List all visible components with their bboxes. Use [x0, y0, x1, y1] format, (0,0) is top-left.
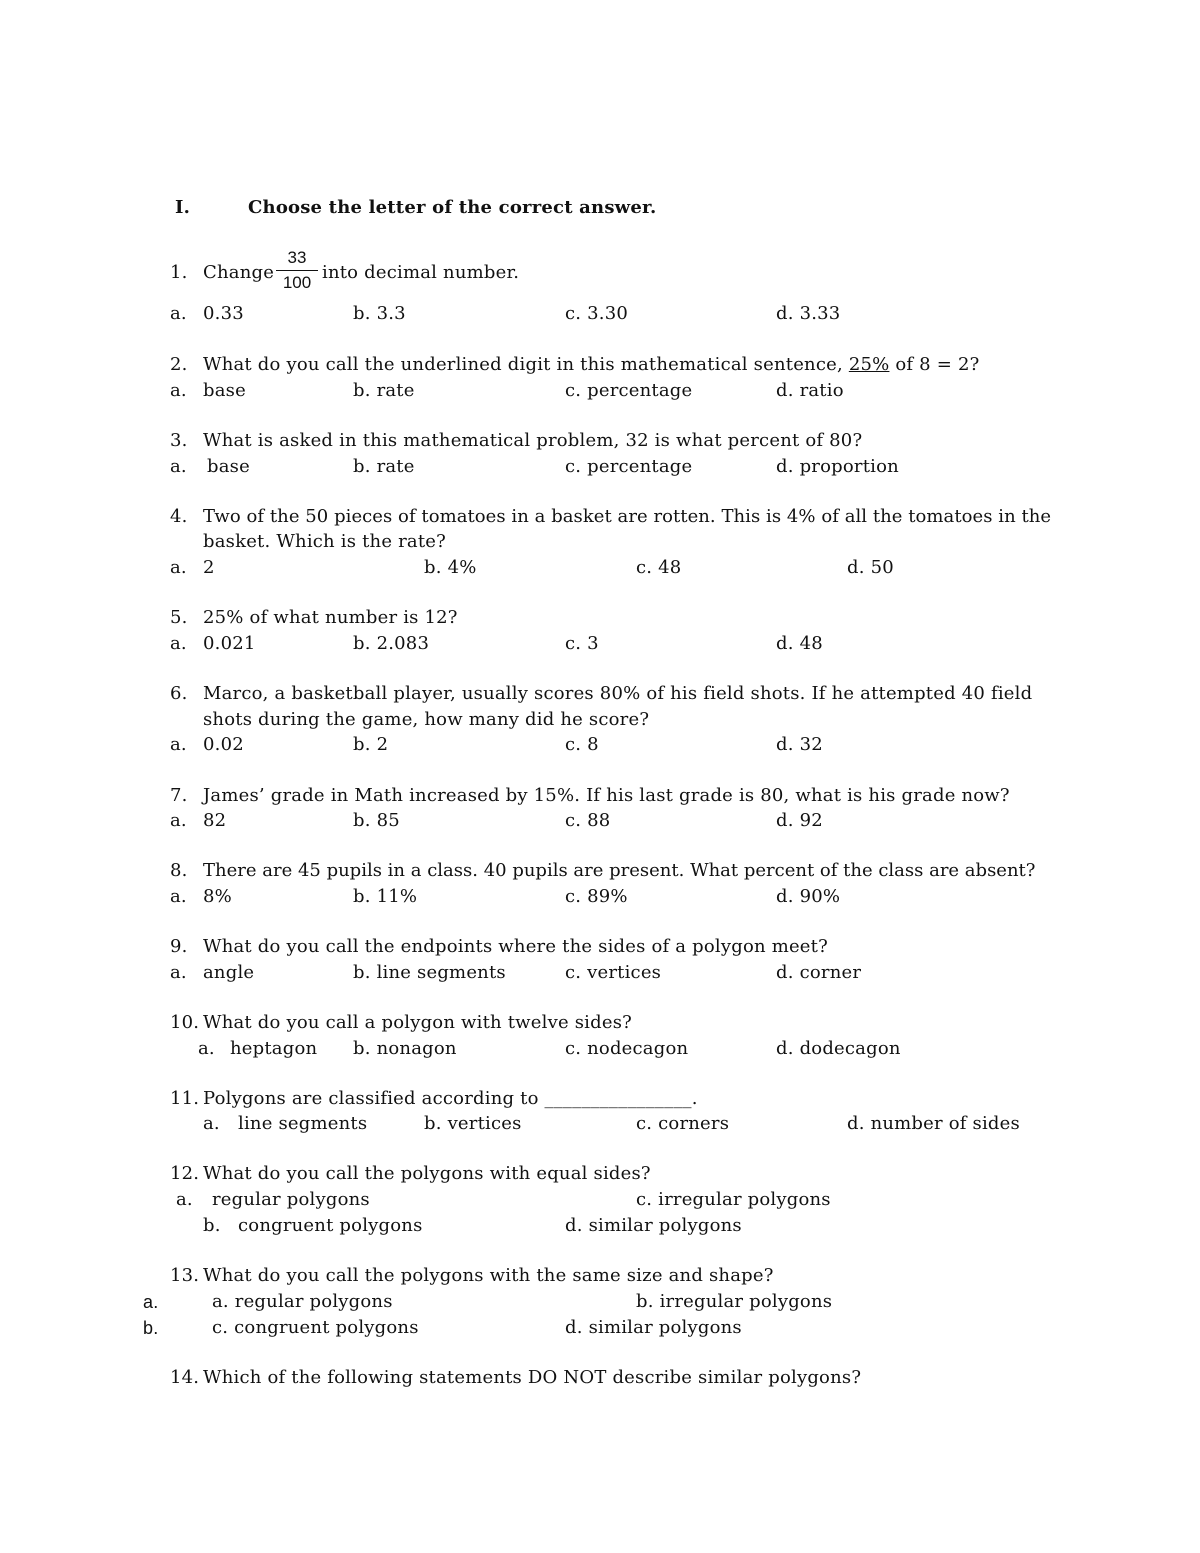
option-d: d. number of sides	[847, 1113, 1020, 1134]
option-letter: a.	[143, 1292, 159, 1312]
option-c: c. nodecagon	[565, 1038, 689, 1059]
question-text: into decimal number.	[322, 262, 520, 283]
question-number: 3.	[170, 430, 188, 451]
question-number: 10.	[170, 1012, 200, 1033]
option-a: line segments	[238, 1113, 368, 1134]
option-c: c. 8	[565, 734, 599, 755]
option-c: c. corners	[636, 1113, 730, 1134]
option-d: d. 50	[847, 557, 894, 578]
section-numeral: I.	[175, 197, 191, 218]
question-number: 11.	[170, 1088, 200, 1109]
question-number: 7.	[170, 785, 188, 806]
option-letter: a.	[170, 633, 187, 654]
fraction-denominator: 100	[282, 273, 312, 292]
option-b: b. 2.083	[353, 633, 430, 654]
question-text: James’ grade in Math increased by 15%. If his last grade is 80, what is his grade now?	[203, 785, 1010, 806]
fraction-numerator: 33	[287, 248, 307, 267]
option-c: c. vertices	[565, 962, 662, 983]
question-number: 6.	[170, 683, 188, 704]
option-c: c. 48	[636, 557, 682, 578]
option-a: heptagon	[230, 1038, 318, 1059]
option-c: c. 3.30	[565, 303, 629, 324]
question-text: Change	[203, 262, 275, 283]
option-d: d. corner	[776, 962, 862, 983]
option-letter: b.	[203, 1215, 221, 1236]
option-c: c. percentage	[565, 456, 693, 477]
question-number: 1.	[170, 262, 188, 283]
option-letter: a.	[170, 380, 187, 401]
option-letter: a.	[170, 734, 187, 755]
question-number: 12.	[170, 1163, 200, 1184]
fraction-bar	[276, 270, 318, 271]
option-b: b. 4%	[424, 557, 477, 578]
option-letter: a.	[203, 1113, 220, 1134]
question-text: What do you call the polygons with the same size and shape?	[203, 1265, 774, 1286]
option-d: d. ratio	[776, 380, 844, 401]
option-d: d. 92	[776, 810, 823, 831]
option-a: 0.021	[203, 633, 256, 654]
question-text: What do you call the polygons with equal sides?	[203, 1163, 651, 1184]
option-letter: a.	[170, 456, 187, 477]
option-b: b. vertices	[424, 1113, 522, 1134]
option-a: 8%	[203, 886, 232, 907]
question-number: 2.	[170, 354, 188, 375]
section-instruction: Choose the letter of the correct answer.	[248, 197, 657, 218]
option-a: base	[207, 456, 250, 477]
option-c: c. percentage	[565, 380, 693, 401]
option-c: c. 89%	[565, 886, 628, 907]
question-number: 14.	[170, 1367, 200, 1388]
option-b: b. rate	[353, 456, 415, 477]
option-d: d. 3.33	[776, 303, 841, 324]
option-a: regular polygons	[212, 1189, 370, 1210]
underlined-value: 25%	[848, 354, 890, 375]
option-letter: a.	[170, 303, 187, 324]
option-d: d. similar polygons	[565, 1317, 742, 1338]
question-number: 4.	[170, 506, 188, 527]
option-a: 0.33	[203, 303, 244, 324]
option-c: c. 3	[565, 633, 599, 654]
question-text-line2: basket. Which is the rate?	[203, 531, 446, 552]
question-text-line1: Two of the 50 pieces of tomatoes in a basket are rotten. This is 4% of all the tomatoes in the	[203, 506, 1052, 527]
option-letter: a.	[170, 557, 187, 578]
question-text-line1: Marco, a basketball player, usually scores 80% of his field shots. If he attempted 40 field	[203, 683, 1033, 704]
option-b: b. nonagon	[353, 1038, 457, 1059]
option-b: b. 85	[353, 810, 400, 831]
option-b: b. 3.3	[353, 303, 406, 324]
option-c: c. 88	[565, 810, 611, 831]
option-a: base	[203, 380, 246, 401]
question-text-line2: shots during the game, how many did he score?	[203, 709, 650, 730]
option-d: d. 90%	[776, 886, 841, 907]
option-letter: a.	[170, 886, 187, 907]
option-a: 2	[203, 557, 215, 578]
option-d: d. similar polygons	[565, 1215, 742, 1236]
question-text: What do you call a polygon with twelve sides?	[203, 1012, 633, 1033]
option-letter: a.	[170, 810, 187, 831]
option-c: c. congruent polygons	[212, 1317, 419, 1338]
question-text-pre: What do you call the underlined digit in this mathematical sentence,	[203, 354, 849, 375]
option-letter: a.	[198, 1038, 215, 1059]
option-d: d. dodecagon	[776, 1038, 901, 1059]
question-text: Polygons are classified according to ________________.	[203, 1088, 698, 1109]
question-text: What is asked in this mathematical problem, 32 is what percent of 80?	[203, 430, 863, 451]
question-number: 13.	[170, 1265, 200, 1286]
question-text: Which of the following statements DO NOT describe similar polygons?	[203, 1367, 862, 1388]
question-number: 5.	[170, 607, 188, 628]
option-a: angle	[203, 962, 255, 983]
option-b: b. line segments	[353, 962, 506, 983]
option-a: 82	[203, 810, 227, 831]
question-text: What do you call the endpoints where the sides of a polygon meet?	[203, 936, 828, 957]
option-a: 0.02	[203, 734, 244, 755]
option-b: b. irregular polygons	[636, 1291, 833, 1312]
option-b: congruent polygons	[238, 1215, 423, 1236]
question-text-post: of 8 = 2?	[889, 354, 980, 375]
option-c: c. irregular polygons	[636, 1189, 831, 1210]
option-b: b. 11%	[353, 886, 418, 907]
question-number: 8.	[170, 860, 188, 881]
question-text: There are 45 pupils in a class. 40 pupils are present. What percent of the class are absent?	[203, 860, 1036, 881]
option-a: a. regular polygons	[212, 1291, 393, 1312]
option-letter: a.	[176, 1189, 193, 1210]
option-letter: b.	[143, 1318, 159, 1338]
option-b: b. 2	[353, 734, 389, 755]
option-b: b. rate	[353, 380, 415, 401]
question-number: 9.	[170, 936, 188, 957]
option-d: d. proportion	[776, 456, 899, 477]
fraction	[276, 247, 318, 294]
question-text: 25% of what number is 12?	[203, 607, 458, 628]
question-text	[203, 354, 979, 376]
option-d: d. 48	[776, 633, 823, 654]
option-d: d. 32	[776, 734, 823, 755]
option-letter: a.	[170, 962, 187, 983]
